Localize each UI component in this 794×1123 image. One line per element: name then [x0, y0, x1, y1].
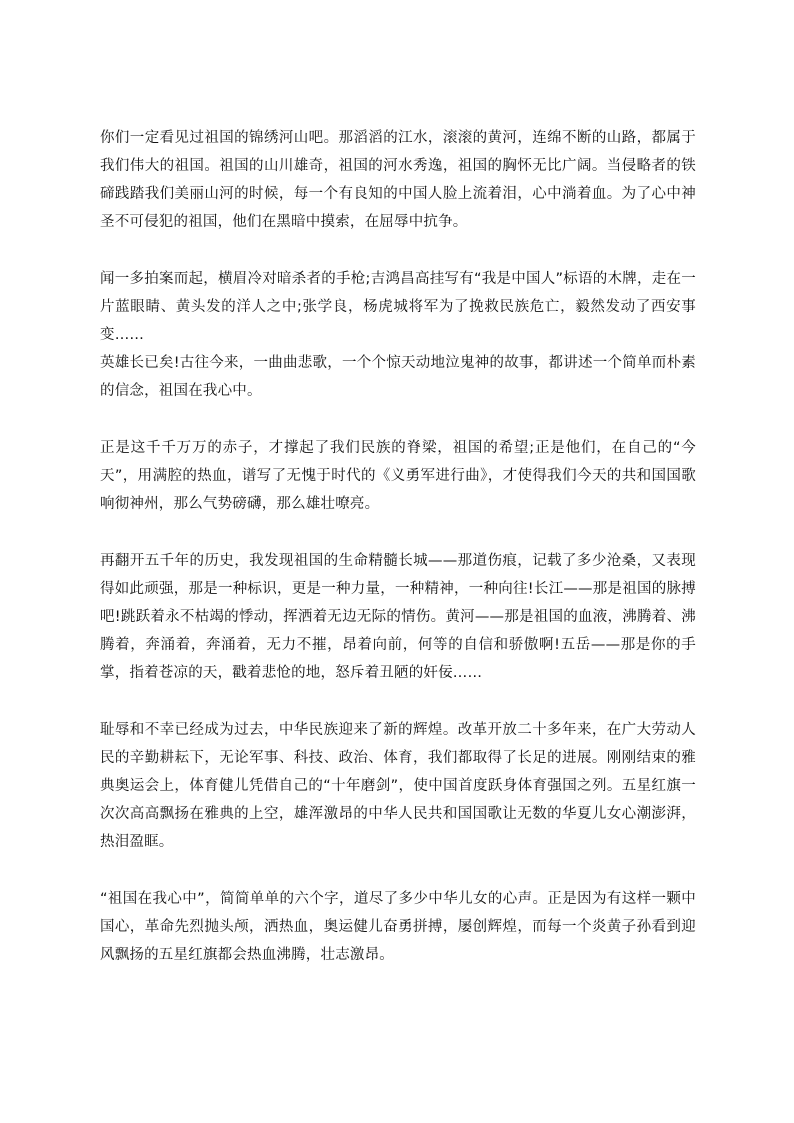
- document-body: [100, 124, 696, 969]
- paragraph-1: 你们一定看见过祖国的锦绣河山吧。那滔滔的江水，滚滚的黄河，连绵不断的山路，都属于我们伟大的祖国。祖国的山川雄奇，祖国的河水秀逸，祖国的胸怀无比广阔。当侵略者的铁碲践踏我们美丽山河的时候，每一个有良知的中国人脸上流着泪，心中淌着血。为了心中神圣不可侵犯的祖国，他们在黑暗中摸索，在屈辱中抗争。: [100, 130, 696, 230]
- paragraph-7: “祖国在我心中”，简简单单的六个字，道尽了多少中华儿女的心声。正是因为有这样一颗中国心，革命先烈抛头颅，洒热血，奥运健儿奋勇拼搏，屡创辉煌，而每一个炎黄子孙看到迎风飘扬的五星红旗都会热血沸腾，壮志激昂。: [100, 891, 696, 963]
- paragraph-5: 再翻开五千年的历史，我发现祖国的生命精髓长城——那道伤痕，记载了多少沧桑，又表现得如此顽强，那是一种标识，更是一种力量，一种精神，一种向往!长江——那是祖国的脉搏吧!跳跃着永不枯竭的悸动，挥洒着无边无际的情伤。黄河——那是祖国的血液，沸腾着、沸腾着，奔涌着，奔涌着，无力不摧，昂着向前，何等的自信和骄傲啊!五岳——那是你的手掌，指着苍凉的天，戳着悲怆的地，怒斥着丑陋的奸佞……: [100, 553, 696, 681]
- paragraph-2: 闻一多拍案而起，横眉冷对暗杀者的手枪;吉鸿昌高挂写有“我是中国人”标语的木牌，走在一片蓝眼睛、黄头发的洋人之中;张学良，杨虎城将军为了挽救民族危亡，毅然发动了西安事变……: [100, 271, 696, 343]
- paragraph-6: 耻辱和不幸已经成为过去，中华民族迎来了新的辉煌。改革开放二十多年来，在广大劳动人民的辛勤耕耘下，无论军事、科技、政治、体育，我们都取得了长足的进展。刚刚结束的雅典奥运会上，体育健儿凭借自己的“十年磨剑”，使中国首度跃身体育强国之列。五星红旗一次次高高飘扬在雅典的上空，雄浑激昂的中华人民共和国国歌让无数的华夏儿女心潮澎湃，热泪盈眶。: [100, 722, 696, 850]
- paragraph-4: 正是这千千万万的赤子，才撑起了我们民族的脊梁，祖国的希望;正是他们，在自己的“今天”，用满腔的热血，谱写了无愧于时代的《义勇军进行曲》，才使得我们今天的共和国国歌响彻神州，那么气势磅礴，那么雄壮嘹亮。: [100, 440, 696, 512]
- paragraph-3: 英雄长已矣!古往今来，一曲曲悲歌，一个个惊天动地泣鬼神的故事，都讲述一个简单而朴素的信念，祖国在我心中。: [100, 355, 696, 399]
